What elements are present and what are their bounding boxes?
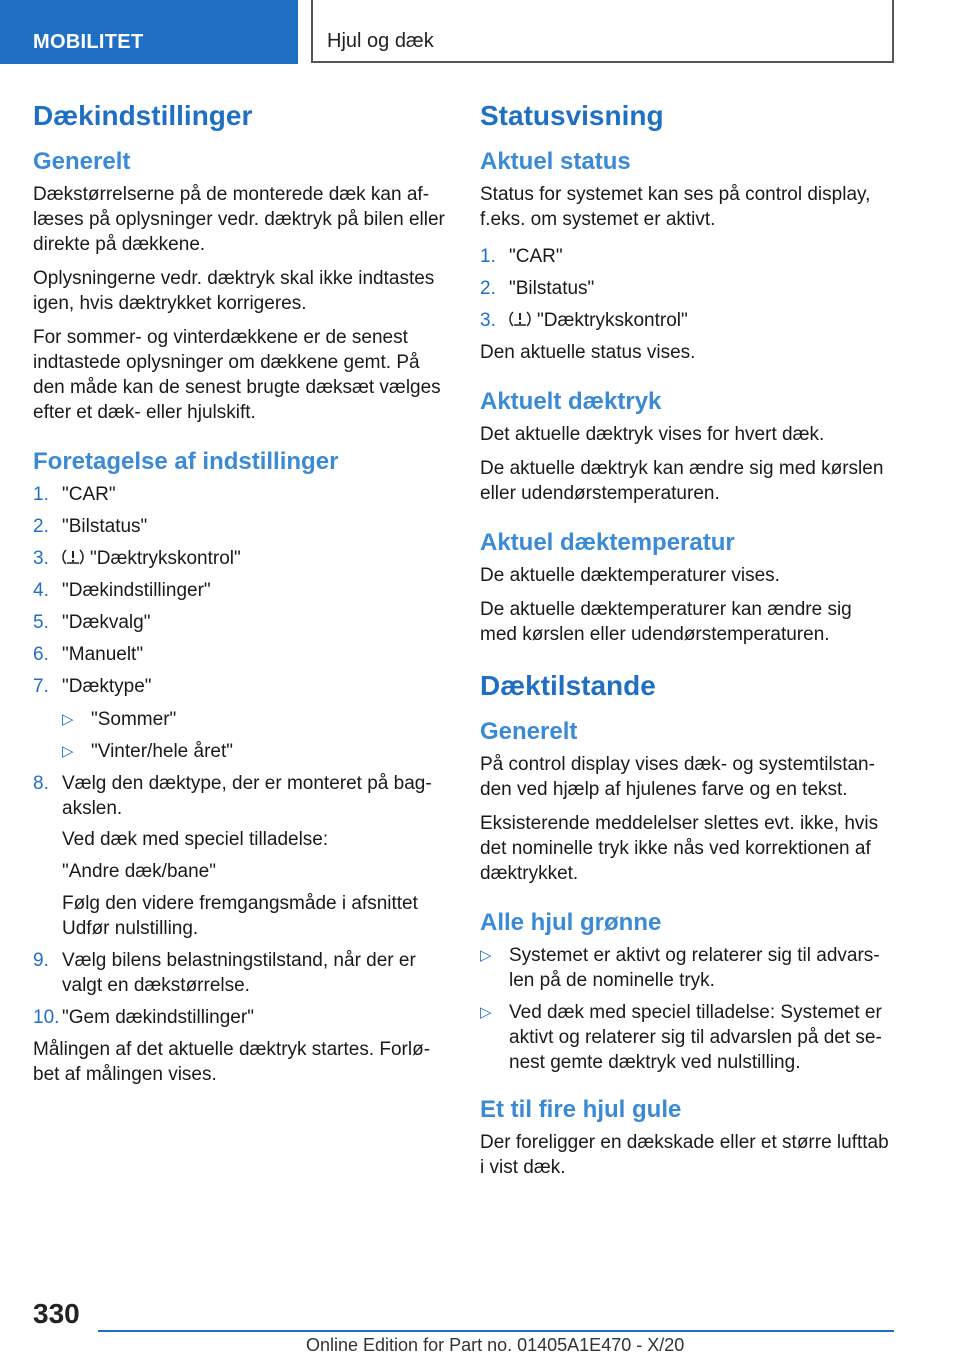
footer-divider [98, 1330, 894, 1332]
temperature-paragraph-1: De aktuelle dæktemperaturer vises. [480, 565, 780, 586]
list-item: ▷ "Sommer" [62, 709, 177, 730]
list-item: 4. "Dækindstillinger" [33, 580, 211, 601]
settings-heading: Foretagelse af indstillinger [33, 448, 339, 475]
general-paragraph-3: For sommer- og vinterdækkene er de senest indtastede oplysninger om dækkene gemt. På den måde kan de senest brugte dæksæt vælges efter et dæk- eller hjulskift. [33, 327, 441, 423]
list-item: 2. "Bilstatus" [480, 278, 595, 299]
header-section-tab [0, 0, 298, 64]
settings-steps-list [33, 482, 445, 1030]
right-column [480, 100, 892, 1189]
tire-settings-title: Dækindstillinger [33, 100, 253, 131]
triangle-right-icon: ▷ [480, 1004, 492, 1021]
triangle-right-icon: ▷ [62, 711, 74, 728]
list-item: 6. "Manuelt" [33, 644, 144, 665]
yellow-heading: Et til fire hjul gule [480, 1096, 682, 1123]
tire-states-title: Dæktilstande [480, 670, 656, 701]
list-item: 5. "Dækvalg" [33, 612, 151, 633]
left-column [33, 100, 445, 1096]
list-item: 3. "Dæktrykskontrol" [33, 548, 241, 569]
general-paragraph-1: Dækstørrelserne på de monterede dæk kan aflæses på oplysninger vedr. dæktryk på bilen eller direkte på dækkene. [33, 184, 445, 255]
list-item: 10. "Gem dækindstillinger" [33, 1007, 254, 1028]
header-chapter-box [311, 0, 894, 63]
status-after-text: Den aktuelle status vises. [480, 342, 696, 363]
current-status-heading: Aktuel status [480, 148, 631, 175]
yellow-text: Der foreligger en dækskade eller et større lufttab i vist dæk. [480, 1132, 889, 1178]
tire-pressure-warning-icon [62, 548, 84, 566]
triangle-right-icon: ▷ [62, 743, 74, 760]
list-item: 3. "Dæktrykskontrol" [480, 310, 688, 331]
status-display-title: Statusvisning [480, 100, 664, 131]
triangle-right-icon: ▷ [480, 947, 492, 964]
pressure-paragraph-1: Det aktuelle dæktryk vises for hvert dæk. [480, 424, 825, 445]
tire-type-options [62, 707, 445, 764]
states-general-heading: Generelt [480, 718, 578, 745]
states-general-paragraph-2: Eksisterende meddelelser slettes evt. ikke, hvis det nominelle tryk ikke nås ved korrektionen af dæktrykket. [480, 813, 879, 884]
pressure-paragraph-2: De aktuelle dæktryk kan ændre sig med kørslen eller udendørstemperaturen. [480, 458, 884, 504]
states-general-paragraph-1: På control display vises dæk- og systemtilstanden ved hjælp af hjulenes farve og en tekst. [480, 754, 875, 800]
pressure-heading: Aktuelt dæktryk [480, 388, 662, 415]
all-green-list [480, 943, 892, 1075]
header-chapter-label: Hjul og dæk [327, 30, 434, 52]
list-item: 1. "CAR" [33, 484, 116, 505]
list-item: 7. "Dæktype" ▷ "Sommer" ▷ "Vinter/hele året" [33, 674, 445, 764]
current-status-text: Status for systemet kan ses på control display, f.eks. om systemet er aktivt. [480, 184, 871, 230]
general-heading: Generelt [33, 148, 131, 175]
temperature-heading: Aktuel dæktemperatur [480, 529, 735, 556]
tire-pressure-warning-icon [509, 310, 531, 328]
list-item: ▷ "Vinter/hele året" [62, 741, 233, 762]
page-number: 330 [33, 1298, 80, 1329]
list-item: 1. "CAR" [480, 246, 563, 267]
measurement-closing: Målingen af det aktuelle dæktryk startes. Forløbet af målingen vises. [33, 1039, 431, 1085]
footer-edition: Online Edition for Part no. 01405A1E470 - X/20 [306, 1335, 685, 1355]
list-item: 8. Vælg den dæktype, der er monteret på bagakslen. Ved dæk med speciel tilladelse: "Andre dæk/bane" Følg den videre fremgangsmåde i afsnittet Udfør nulstilling. [33, 771, 445, 941]
all-green-heading: Alle hjul grønne [480, 909, 662, 936]
step-8-details: Ved dæk med speciel tilladelse: "Andre dæk/bane" Følg den videre fremgangsmåde i afsnittet Udfør nulstilling. [62, 829, 418, 939]
list-item: ▷ Ved dæk med speciel tilladelse: Systemet er aktivt og relaterer sig til advarslen på det senest gemte dæktryk ved nulstilling. [480, 1002, 882, 1073]
list-item: ▷ Systemet er aktivt og relaterer sig til advarslen på de nominelle tryk. [480, 945, 880, 991]
status-steps-list [480, 244, 892, 333]
general-paragraph-2: Oplysningerne vedr. dæktryk skal ikke indtastes igen, hvis dæktrykket korrigeres. [33, 268, 435, 314]
list-item: 9. Vælg bilens belastningstilstand, når der er valgt en dækstørrelse. [33, 950, 416, 996]
header-section-label: MOBILITET [33, 31, 144, 53]
list-item: 2. "Bilstatus" [33, 516, 148, 537]
temperature-paragraph-2: De aktuelle dæktemperaturer kan ændre sig med kørslen eller udendørstemperaturen. [480, 599, 852, 645]
